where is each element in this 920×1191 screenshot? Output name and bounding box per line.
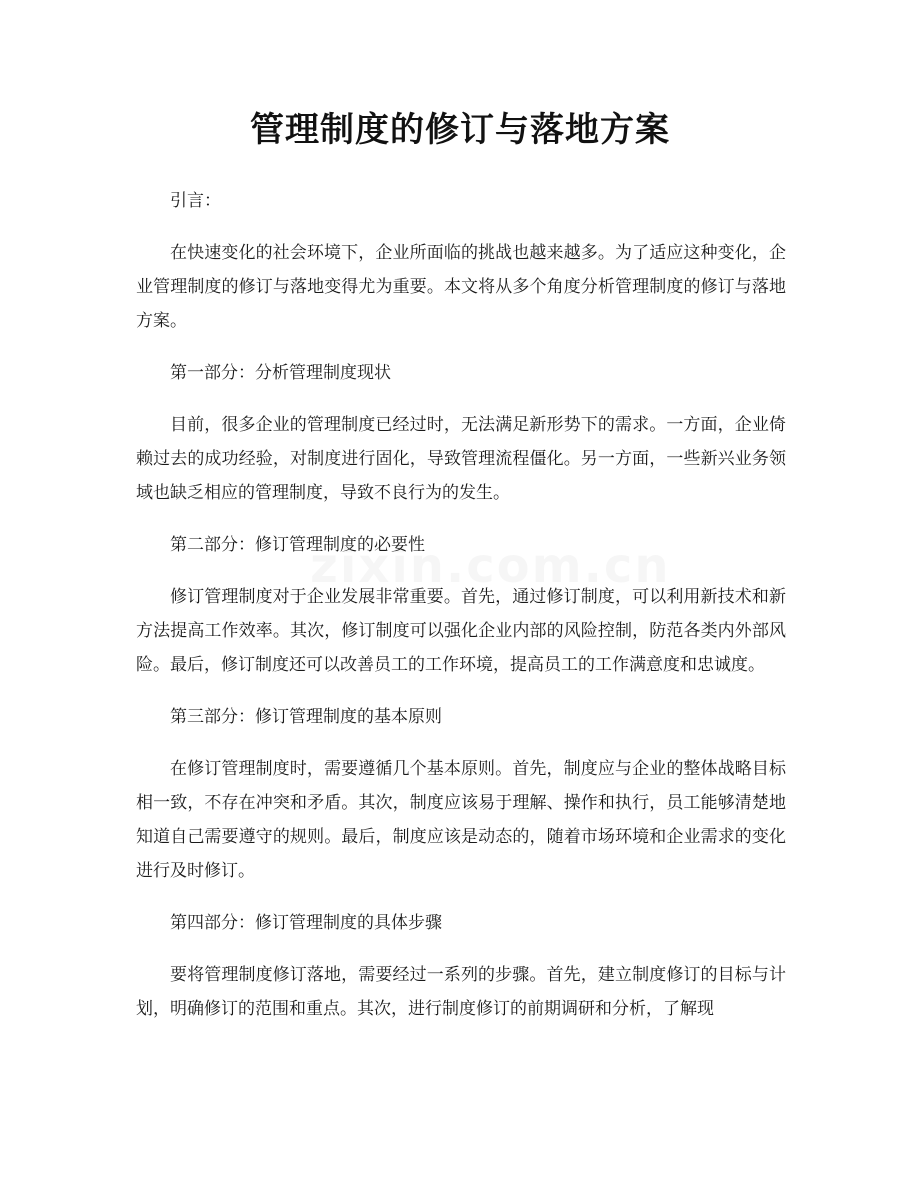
paragraph-part4: 要将管理制度修订落地，需要经过一系列的步骤。首先，建立制度修订的目标与计划，明确修订的范围和重点。其次，进行制度修订的前期调研和分析，了解现 <box>136 965 786 1019</box>
document-title: 管理制度的修订与落地方案 <box>250 110 670 150</box>
document-body <box>136 184 786 1044</box>
paragraph-part3: 在修订管理制度时，需要遵循几个基本原则。首先，制度应与企业的整体战略目标相一致，不存在冲突和矛盾。其次，制度应该易于理解、操作和执行，员工能够清楚地知道自己需要遵守的规则。最后，制度应该是动态的，随着市场环境和企业需求的变化进行及时修订。 <box>136 759 786 881</box>
section-heading-intro: 引言： <box>170 191 221 211</box>
paragraph-intro: 在快速变化的社会环境下，企业所面临的挑战也越来越多。为了适应这种变化，企业管理制度的修订与落地变得尤为重要。本文将从多个角度分析管理制度的修订与落地方案。 <box>136 243 786 331</box>
section-heading-part2: 第二部分：修订管理制度的必要性 <box>170 535 425 555</box>
section-heading-part3: 第三部分：修订管理制度的基本原则 <box>170 707 442 727</box>
section-heading-part1: 第一部分：分析管理制度现状 <box>170 363 391 383</box>
paragraph-part2: 修订管理制度对于企业发展非常重要。首先，通过修订制度，可以利用新技术和新方法提高工作效率。其次，修订制度可以强化企业内部的风险控制，防范各类内外部风险。最后，修订制度还可以改善员工的工作环境，提高员工的工作满意度和忠诚度。 <box>136 587 786 675</box>
section-heading-part4: 第四部分：修订管理制度的具体步骤 <box>170 913 442 933</box>
paragraph-part1: 目前，很多企业的管理制度已经过时，无法满足新形势下的需求。一方面，企业倚赖过去的成功经验，对制度进行固化，导致管理流程僵化。另一方面，一些新兴业务领域也缺乏相应的管理制度，导致不良行为的发生。 <box>136 415 786 503</box>
